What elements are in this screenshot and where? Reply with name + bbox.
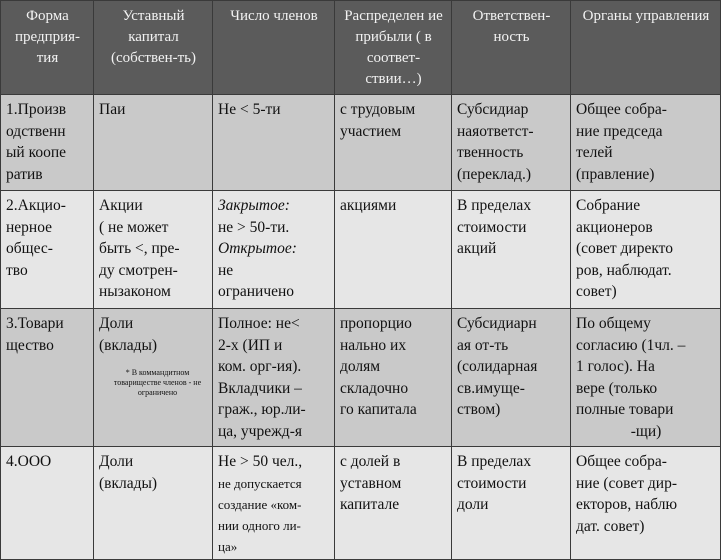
header-capital: Уставный капитал (собствен-ть) — [94, 1, 213, 95]
cell-capital: Доли (вклады) * В коммандитном товариществе членов - не ограничено — [94, 309, 213, 447]
header-members: Число членов — [213, 1, 335, 95]
cell-liability: Субсидиарн ая от-ть (солидарная св.имуще- ством) — [452, 309, 571, 447]
cell-liability: В пределах стоимости акций — [452, 191, 571, 309]
cell-profit: пропорцио нально их долям складочно го капитала — [335, 309, 452, 447]
cell-capital: Паи — [94, 95, 213, 191]
cell-management: Собрание акционеров (совет директо ров, наблюдат. совет) — [571, 191, 721, 309]
cell-form: 2.Акцио- нерное общес- тво — [1, 191, 94, 309]
cell-form: 1.Произв одственн ый коопе ратив — [1, 95, 94, 191]
cell-profit: акциями — [335, 191, 452, 309]
cell-members: Полное: не< 2-х (ИП и ком. орг-ия). Вкладчики – граж., юр.ли- ца, учрежд-я — [213, 309, 335, 447]
cell-capital: Акции ( не может быть <, пре- ду смотрен- нызаконом — [94, 191, 213, 309]
cell-members: Не > 50 чел., не допускается создание «ком- нии одного ли- ца» — [213, 447, 335, 560]
cell-members: Закрытое: не > 50-ти. Открытое: не ограничено — [213, 191, 335, 309]
footnote-text: * В коммандитном товариществе членов - не ограничено — [113, 368, 202, 397]
cell-capital: Доли (вклады) — [94, 447, 213, 560]
header-profit: Распределен ие прибыли ( в соответ- ствии…) — [335, 1, 452, 95]
cell-profit: с трудовым участием — [335, 95, 452, 191]
table-row — [1, 447, 721, 560]
cell-form: 4.ООО — [1, 447, 94, 560]
cell-liability: Субсидиар наяответст- твенность (переклад.) — [452, 95, 571, 191]
cell-management: По общему согласию (1чл. – 1 голос). На вере (только полные товари -щи) — [571, 309, 721, 447]
cell-form: 3.Товари щество — [1, 309, 94, 447]
table-row — [1, 309, 721, 447]
header-liability: Ответствен- ность — [452, 1, 571, 95]
header-management: Органы управления — [571, 1, 721, 95]
table-row — [1, 95, 721, 191]
header-form: Форма предприя- тия — [1, 1, 94, 95]
cell-management: Общее собра- ние председа телей (правление) — [571, 95, 721, 191]
cell-profit: с долей в уставном капитале — [335, 447, 452, 560]
header-row — [1, 1, 721, 95]
cell-liability: В пределах стоимости доли — [452, 447, 571, 560]
cell-members: Не < 5-ти — [213, 95, 335, 191]
cell-management: Общее собра- ние (совет дир- екторов, наблю дат. совет) — [571, 447, 721, 560]
table-row — [1, 191, 721, 309]
